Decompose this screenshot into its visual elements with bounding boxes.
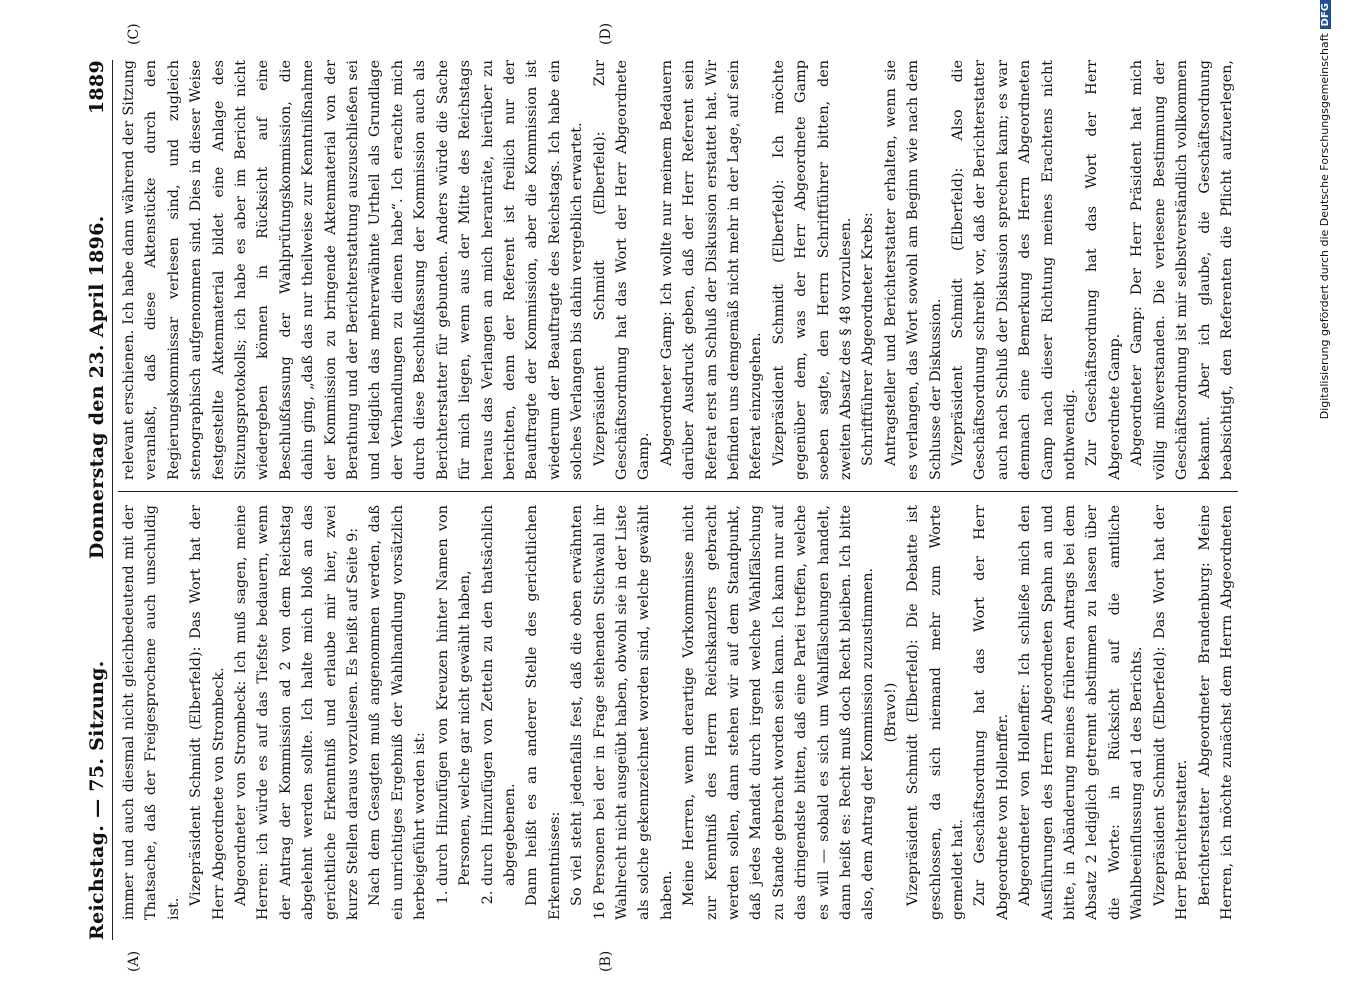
right-column [118, 60, 1238, 480]
left-column [118, 505, 1238, 920]
column-divider [118, 491, 1238, 492]
paragraph: Abgeordneter von Strombeck: Ich muß sagen, meine Herren: ich würde es auf das Tiefste bedauern, wenn der Antrag der Kommission ad 2 von dem Reichstag abgelehnt werden sollte. Ich halte mich bloß an das gerichtliche Erkenntniß und erlaube mir hier, zwei kurze Stellen daraus vorzulesen. Es heißt auf Seite 9: [233, 505, 362, 920]
paragraph: Vizepräsident Schmidt (Elberfeld): Das Wort hat der Herr Abgeordnete von Strombeck. [188, 505, 227, 920]
margin-marker-d: (D) [598, 22, 614, 45]
paragraph: Schriftführer Abgeordneter Krebs: [860, 212, 877, 466]
dfg-logo: DFG [1320, 0, 1331, 29]
list-item: 1. durch Hinzufügen von Kreuzen hinter Namen von Personen, welche gar nicht gewählt haben, [432, 505, 477, 886]
paragraph: Vizepräsident Schmidt (Elberfeld): Also die Geschäftsordnung schreibt vor, daß der Berichterstatter auch nach Schluß der Diskussion sprechen kann; es war demnach eine Bemerkung des Herrn Abgeordneten Gamp nach dieser Richtung meines Erachtens nicht nothwendig. [950, 60, 1079, 480]
header-title: Reichstag. — 75. Sitzung. [86, 660, 108, 940]
paragraph: relevant erschienen. Ich habe dann während der Sitzung veranlaßt, daß diese Aktenstücke durch den Regierungskommissar verlesen sind, und zugleich stenographisch aufgenommen sind. Dies in dieser Weise festgestellte Aktenmaterial bildet eine Anlage des Sitzungsprotokolls; ich habe es aber im Bericht nicht wiedergeben können in Rücksicht auf eine Beschlußfassung der Wahlprüfungskommission, die dahin ging, „daß das nur theilweise zur Kenntnißnahme der Kommission zu bringende Aktenmaterial von der Berathung und der Berichterstattung auszuschließen sei und lediglich das mehrerwähnte Urtheil als Grundlage der Verhandlungen zu dienen habe“. Ich erachte mich durch diese Beschlußfassung der Kommission auch als Berichterstatter für gebunden. Anders würde die Sache für mich liegen, wenn aus der Mitte des Reichstags heraus das Verlangen an mich heranträte, hierüber zu berichten, denn der Referent ist freilich nur der Beauftragte der Kommission, aber die Kommission ist wiederum der Beauftragte des Reichstags. Ich habe ein solches Verlangen bis dahin vergeblich erwartet. [121, 60, 586, 480]
margin-marker-a: (A) [126, 950, 142, 972]
paragraph: Vizepräsident Schmidt (Elberfeld): Das Wort hat der Herr Berichterstatter. [1151, 505, 1191, 920]
paragraph: Berichterstatter Abgeordneter Brandenburg: Meine Herren, ich möchte zunächst dem Herrn Abgeordneten [1196, 505, 1235, 920]
paragraph: So viel steht jedenfalls fest, daß die oben erwähnten 16 Personen bei der in Frage stehenden Stichwahl ihr Wahlrecht nicht ausgeübt haben, obwohl sie in der Liste als solche gekennzeichnet worden sind, welche gewählt haben. [569, 505, 675, 920]
digitization-credit [1318, 0, 1331, 820]
paragraph: Abgeordneter Gamp: Ich wollte nur meinem Bedauern darüber Ausdruck geben, daß der Herr Referent sein Referat erst am Schluß der Diskussion erstattet hat. Wir befinden uns demgemäß nicht mehr in der Lage, auf sein Referat einzugehen. [658, 60, 765, 480]
margin-marker-c: (C) [126, 23, 142, 45]
interjection: (Bravo!) [882, 682, 899, 743]
paragraph: Vizepräsident Schmidt (Elberfeld): Die Debatte ist geschlossen, da sich niemand mehr zum Worte gemeldet hat. [905, 505, 967, 920]
page-header [78, 60, 108, 940]
margin-marker-b: (B) [598, 950, 614, 972]
paragraph: Abgeordneter Gamp: Der Herr Präsident hat mich völlig mißverstanden. Die verlesene Bestimmung der Geschäftsordnung ist mir selbstverständlich vollkommen bekannt. Aber ich glaube, die Geschäftsordnung beabsichtigt, den Referenten die Pflicht aufzuerlegen, [1129, 60, 1235, 480]
list-item: 2. durch Hinzufügen von Zetteln zu den thatsächlich abgegebenen. [477, 505, 522, 886]
page-number: 1889 [86, 60, 108, 115]
credit-text: Digitalisierung gefördert durch die Deutsche Forschungsgemeinschaft [1318, 33, 1331, 420]
paragraph: Zur Geschäftsordnung hat das Wort der Herr Abgeordnete von Hollenffer. [972, 505, 1011, 920]
paragraph: Vizepräsident Schmidt (Elberfeld): Zur Geschäftsordnung hat das Wort der Herr Abgeordnete Gamp. [591, 60, 653, 480]
paragraph: Abgeordneter von Hollenffer: Ich schließe mich den Ausführungen des Herrn Abgeordneten Spahn an und bitte, in Abänderung meines früheren Antrags bei dem Absatz 2 lediglich getrennt abstimmen zu lassen über die Worte: in Rücksicht auf die amtliche Wahlbeeinflussung ad 1 des Berichts. [1017, 505, 1146, 920]
paragraph: Vizepräsident Schmidt (Elberfeld): Ich möchte gegenüber dem, was der Herr Abgeordnete Gamp soeben sagte, den Herrn Schriftführer bitten, den zweiten Absatz des § 48 vorzulesen. [770, 60, 854, 480]
paragraph: Dann heißt es an anderer Stelle des gerichtlichen Erkenntnisses: [524, 505, 563, 920]
paragraph: immer und auch diesmal nicht gleichbedeutend mit der Thatsache, daß der Freigesprochene auch unschuldig ist. [121, 505, 182, 920]
quoted-rule: Antragsteller und Berichterstatter erhalten, wenn sie es verlangen, das Wort sowohl am Beginn wie nach dem Schlusse der Diskussion. [882, 60, 944, 480]
header-rule [112, 60, 113, 940]
paragraph: Nach dem Gesagten muß angenommen werden, daß ein unrichtiges Ergebniß der Wahlhandlung vorsätzlich herbeigeführt worden ist: [367, 505, 429, 920]
header-date: Donnerstag den 23. April 1896. [86, 215, 108, 560]
paragraph: Zur Geschäftsordnung hat das Wort der Herr Abgeordnete Gamp. [1084, 60, 1123, 480]
paragraph: Meine Herren, wenn derartige Vorkommnisse nicht zur Kenntniß des Herrn Reichskanzlers gebracht werden sollen, dann stehen wir auf dem Standpunkt, daß jedes Mandat durch irgend welche Wahlfälschung zu Stande gebracht worden sein kann. Ich kann nur auf das dringendste bitten, daß eine Partei treffen, welche es will — sobald es sich um Wahlfälschungen handelt, dann heißt es: Recht muß doch Recht bleiben. Ich bitte also, dem Antrag der Kommission zuzustimmen. [681, 505, 877, 920]
numbered-list [432, 505, 522, 920]
